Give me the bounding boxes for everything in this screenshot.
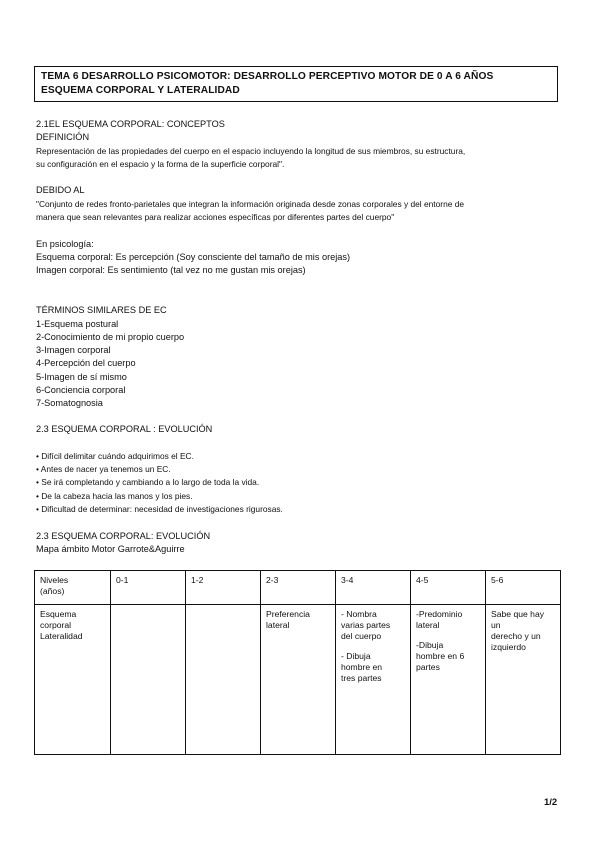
title-box bbox=[34, 66, 558, 102]
terminos-item: 2-Conocimiento de mi propio cuerpo bbox=[36, 332, 185, 342]
evolucion-bullet: • De la cabeza hacia las manos y los pies. bbox=[36, 491, 193, 501]
evolucion-table bbox=[34, 570, 561, 755]
evolucion-bullet: • Difícil delimitar cuándo adquirimos el EC. bbox=[36, 451, 194, 461]
terminos-heading: TÉRMINOS SIMILARES DE EC bbox=[36, 305, 167, 315]
table-cell: - Nombra varias partes del cuerpo - Dibuja hombre en tres partes bbox=[336, 605, 411, 755]
table-row bbox=[35, 605, 561, 755]
definicion-text-2: su configuración en el espacio y la forma de la superficie corporal". bbox=[36, 159, 285, 169]
table-cell: Sabe que hay un derecho y un izquierdo bbox=[486, 605, 561, 755]
table-cell bbox=[111, 605, 186, 755]
debido-text-1: "Conjunto de redes fronto-parietales que integran la información originada desde zonas corporales y del entorne de bbox=[36, 199, 465, 209]
terminos-item: 5-Imagen de sí mismo bbox=[36, 372, 127, 382]
debido-heading: DEBIDO AL bbox=[36, 185, 85, 195]
terminos-item: 1-Esquema postural bbox=[36, 319, 119, 329]
terminos-item: 6-Conciencia corporal bbox=[36, 385, 126, 395]
psicologia-line-1: Esquema corporal: Es percepción (Soy consciente del tamaño de mis orejas) bbox=[36, 252, 351, 262]
table-header-row bbox=[35, 571, 561, 605]
psicologia-line-2: Imagen corporal: Es sentimiento (tal vez no me gustan mis orejas) bbox=[36, 265, 306, 275]
page-number: 1/2 bbox=[544, 797, 558, 808]
table-cell bbox=[186, 605, 261, 755]
terminos-item: 7-Somatognosia bbox=[36, 398, 103, 408]
header-niveles: Niveles (años) bbox=[35, 571, 111, 605]
evolucion-bullet: • Antes de nacer ya tenemos un EC. bbox=[36, 464, 171, 474]
terminos-item: 3-Imagen corporal bbox=[36, 345, 111, 355]
header-age-col: 2-3 bbox=[261, 571, 336, 605]
title-line-1: TEMA 6 DESARROLLO PSICOMOTOR: DESARROLLO PERCEPTIVO MOTOR DE 0 A 6 AÑOS bbox=[41, 71, 494, 82]
definicion-heading: DEFINICIÓN bbox=[36, 132, 90, 142]
section-heading-conceptos: 2.1EL ESQUEMA CORPORAL: CONCEPTOS bbox=[36, 119, 225, 129]
table-cell: Preferencia lateral bbox=[261, 605, 336, 755]
header-age-col: 0-1 bbox=[111, 571, 186, 605]
header-age-col: 3-4 bbox=[336, 571, 411, 605]
terminos-item: 4-Percepción del cuerpo bbox=[36, 358, 136, 368]
header-age-col: 4-5 bbox=[411, 571, 486, 605]
psicologia-heading: En psicología: bbox=[36, 239, 94, 249]
definicion-text-1: Representación de las propiedades del cuerpo en el espacio incluyendo la longitud de sus miembros, su estructura, bbox=[36, 146, 466, 156]
evolucion-heading: 2.3 ESQUEMA CORPORAL : EVOLUCIÓN bbox=[36, 424, 213, 434]
table-cell: -Predominio lateral -Dibuja hombre en 6 partes bbox=[411, 605, 486, 755]
title-line-2: ESQUEMA CORPORAL Y LATERALIDAD bbox=[41, 84, 240, 96]
evolucion2-heading: 2.3 ESQUEMA CORPORAL: EVOLUCIÓN bbox=[36, 531, 211, 541]
header-age-col: 5-6 bbox=[486, 571, 561, 605]
header-age-col: 1-2 bbox=[186, 571, 261, 605]
evolucion-bullet: • Dificultad de determinar: necesidad de investigaciones rigurosas. bbox=[36, 504, 283, 514]
evolucion2-subheading: Mapa ámbito Motor Garrote&Aguirre bbox=[36, 544, 185, 554]
evolucion-bullet: • Se irá completando y cambiando a lo largo de toda la vida. bbox=[36, 477, 260, 487]
row-label: Esquema corporal Lateralidad bbox=[35, 605, 111, 755]
debido-text-2: manera que sean relevantes para realizar acciones específicas por diferentes partes del cuerpo" bbox=[36, 212, 395, 222]
